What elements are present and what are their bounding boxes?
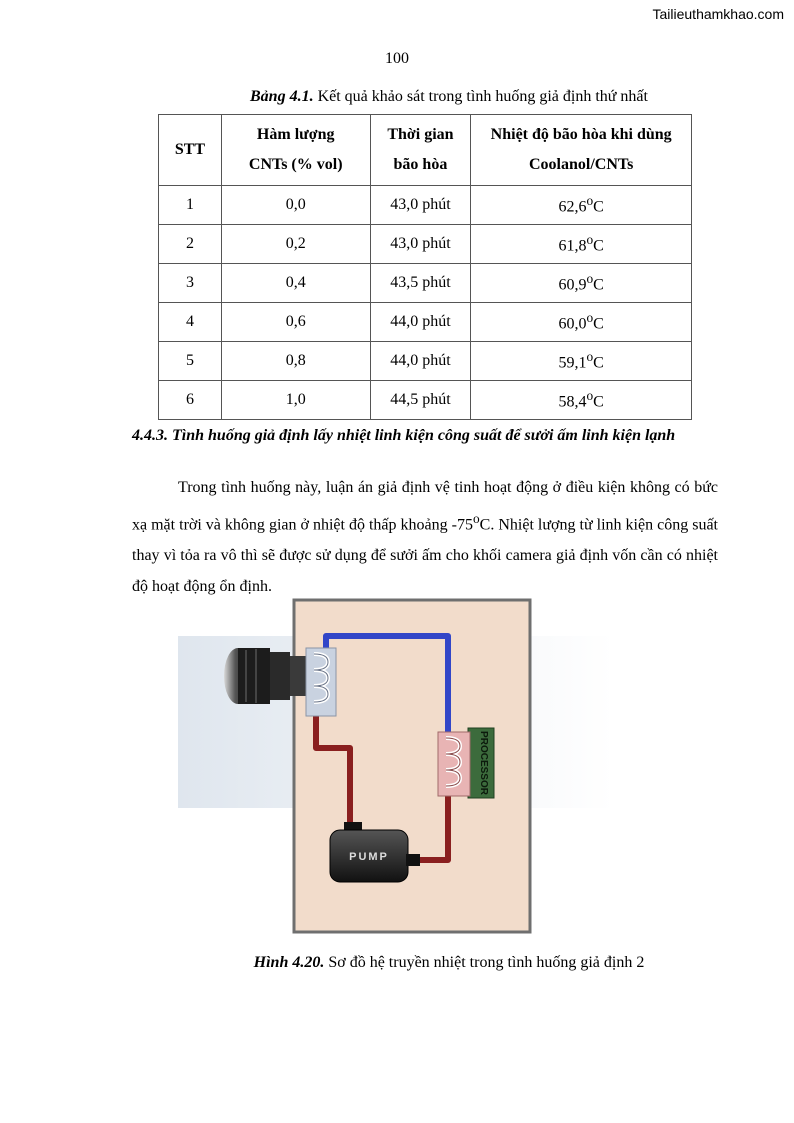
cell-temp	[471, 342, 692, 381]
cell-temp	[471, 186, 692, 225]
figure-caption-text: Sơ đồ hệ truyền nhiệt trong tình huống giả định 2	[328, 954, 645, 971]
degree-sup: o	[586, 349, 594, 365]
temp-unit: C	[593, 198, 604, 216]
figure-caption-label: Hình 4.20.	[253, 954, 325, 971]
degree-sup: o	[586, 232, 594, 248]
table-caption	[0, 88, 794, 106]
header-temp-line1: Nhiệt độ bão hòa khi dùng	[490, 126, 672, 143]
paragraph-part-1: Trong tình huống này, luận án giả định vệ tinh hoạt động ở điều kiện không có bức xạ mặt trời và không gian ở nhiệt độ thấp khoảng -75	[132, 479, 718, 534]
cell-time: 43,5 phút	[370, 264, 471, 303]
temp-unit: C	[593, 237, 604, 255]
heat-transfer-diagram	[178, 598, 614, 936]
diagram-svg	[178, 598, 614, 936]
header-saturation-time	[370, 115, 471, 186]
table-row	[159, 342, 692, 381]
cell-stt: 5	[159, 342, 222, 381]
cell-temp	[471, 381, 692, 420]
cell-cnt: 0,0	[221, 186, 370, 225]
cell-time: 44,0 phút	[370, 342, 471, 381]
header-temp-line2: Coolanol/CNTs	[529, 156, 634, 173]
table-row	[159, 186, 692, 225]
table-row	[159, 381, 692, 420]
temp-unit: C	[593, 354, 604, 372]
camera-lens-icon	[224, 648, 310, 704]
cell-cnt: 0,8	[221, 342, 370, 381]
cell-stt: 2	[159, 225, 222, 264]
temp-unit: C	[593, 393, 604, 411]
header-saturation-temp	[471, 115, 692, 186]
header-time-line2: bão hòa	[393, 156, 448, 173]
degree-sup: o	[586, 388, 594, 404]
watermark: Tailieuthamkhao.com	[652, 6, 784, 22]
cell-cnt: 1,0	[221, 381, 370, 420]
table-row	[159, 225, 692, 264]
results-table	[158, 114, 692, 420]
cell-stt: 3	[159, 264, 222, 303]
temp-unit: C	[593, 315, 604, 333]
cell-time: 43,0 phút	[370, 225, 471, 264]
temp-value: 58,4	[558, 393, 587, 411]
body-paragraph	[132, 472, 718, 602]
cell-stt: 6	[159, 381, 222, 420]
temp-value: 59,1	[558, 354, 587, 372]
figure-caption	[0, 954, 794, 972]
paragraph-degree-sup: o	[473, 511, 480, 526]
processor-board	[468, 728, 494, 798]
page-number: 100	[385, 50, 409, 67]
pump-label: PUMP	[349, 851, 389, 863]
header-stt-line1: STT	[174, 141, 206, 158]
table-row	[159, 303, 692, 342]
section-heading: 4.4.3. Tình huống giả định lấy nhiệt linh kiện công suất để sưởi ấm linh kiện lạnh	[132, 427, 676, 444]
degree-sup: o	[586, 271, 594, 287]
header-cnt-line2: CNTs (% vol)	[248, 156, 343, 173]
processor-heat-exchanger	[438, 732, 470, 796]
header-cnt-content	[221, 115, 370, 186]
temp-unit: C	[593, 276, 604, 294]
table-caption-text: Kết quả khảo sát trong tình huống giả định thứ nhất	[317, 88, 648, 105]
degree-sup: o	[586, 193, 594, 209]
header-time-line1: Thời gian	[387, 126, 454, 143]
cell-cnt: 0,2	[221, 225, 370, 264]
cell-temp	[471, 225, 692, 264]
table-row	[159, 264, 692, 303]
cell-stt: 4	[159, 303, 222, 342]
processor-label: PROCESSOR	[478, 731, 489, 795]
cell-time: 44,5 phút	[370, 381, 471, 420]
cell-stt: 1	[159, 186, 222, 225]
cell-cnt: 0,4	[221, 264, 370, 303]
temp-value: 62,6	[558, 198, 587, 216]
paragraph-part-2: C. Nhiệt lượng từ linh kiện công suất thay vì tỏa ra vô thì sẽ được sử dụng để sưởi ấm cho khối camera giả định vốn cần có nhiệt độ hoạt động ổn định.	[132, 516, 718, 596]
cell-temp	[471, 303, 692, 342]
cell-cnt: 0,6	[221, 303, 370, 342]
temp-value: 61,8	[558, 237, 587, 255]
cell-time: 44,0 phút	[370, 303, 471, 342]
header-stt	[159, 115, 222, 186]
temp-value: 60,9	[558, 276, 587, 294]
temp-value: 60,0	[558, 315, 587, 333]
table-header-row	[159, 115, 692, 186]
camera-heat-exchanger	[306, 648, 336, 716]
cell-temp	[471, 264, 692, 303]
table-caption-label: Bảng 4.1.	[250, 88, 314, 105]
cell-time: 43,0 phút	[370, 186, 471, 225]
degree-sup: o	[586, 310, 594, 326]
header-cnt-line1: Hàm lượng	[256, 126, 335, 143]
